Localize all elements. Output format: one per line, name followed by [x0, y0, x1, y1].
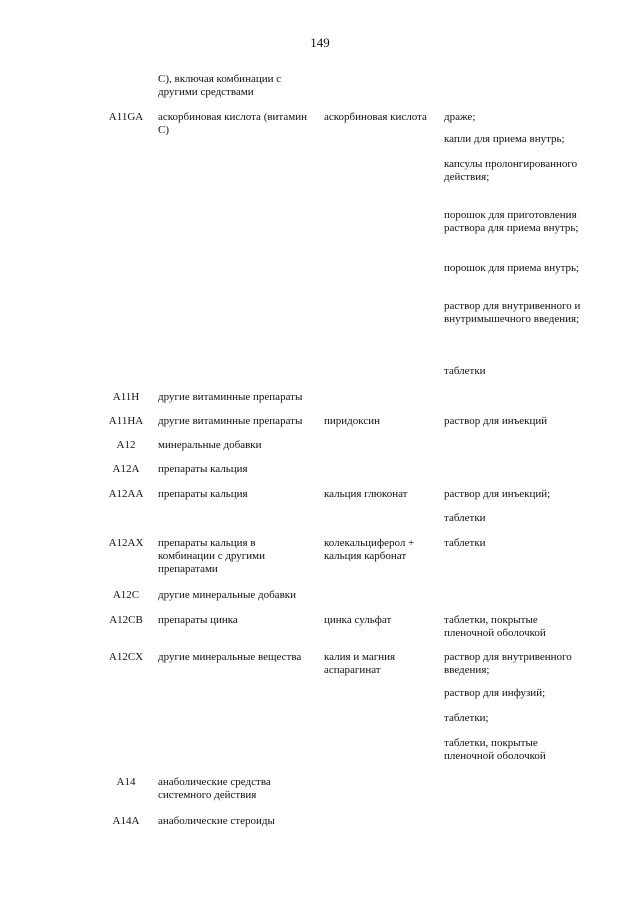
group-name: другие витаминные препараты — [158, 415, 303, 427]
atc-code: A12 — [116, 439, 136, 451]
dosage-form: порошок для приема внутрь; — [444, 262, 580, 274]
drug-name: цинка сульфат — [324, 614, 392, 626]
atc-code: A11HA — [108, 415, 144, 427]
atc-code: A12CB — [109, 614, 143, 626]
atc-code: A14A — [112, 815, 140, 827]
atc-code: A12CX — [108, 651, 144, 663]
dosage-form: раствор для инъекций; — [444, 488, 551, 500]
dosage-form: драже; — [444, 111, 476, 123]
dosage-form: капли для приема внутрь; — [444, 133, 565, 145]
atc-code: A12AX — [108, 537, 144, 549]
group-name: препараты цинка — [158, 614, 238, 626]
dosage-form: таблетки; — [444, 712, 489, 724]
dosage-form: порошок для приготовления раствора для приема внутрь; — [444, 209, 579, 234]
group-name: аскорбиновая кислота (витамин С) — [158, 111, 307, 136]
dosage-form: капсулы пролонгированного действия; — [444, 158, 578, 183]
group-name: анаболические средства системного действия — [158, 776, 271, 801]
dosage-form: таблетки — [444, 512, 486, 524]
dosage-form: раствор для инфузий; — [444, 687, 546, 699]
group-name: минеральные добавки — [158, 439, 262, 451]
drug-name: калия и магния аспарагинат — [324, 651, 396, 676]
group-name: препараты кальция — [158, 488, 248, 500]
dosage-form: таблетки, покрытые пленочной оболочкой — [444, 737, 546, 762]
atc-code: A11H — [112, 391, 140, 403]
drug-name: колекальциферол + кальция карбонат — [324, 537, 415, 562]
page-number: 149 — [310, 35, 330, 50]
group-name: другие витаминные препараты — [158, 391, 303, 403]
atc-code: A12AA — [108, 488, 144, 500]
dosage-form: раствор для внутривенного и внутримышечного введения; — [444, 300, 581, 325]
group-name: препараты кальция в комбинации с другими препаратами — [158, 537, 266, 575]
group-name: препараты кальция — [158, 463, 248, 475]
atc-code: A12C — [112, 589, 140, 601]
atc-code: A11GA — [108, 111, 144, 123]
group-name: анаболические стероиды — [158, 815, 275, 827]
group-name: С), включая комбинации с другими средствами — [158, 73, 282, 98]
dosage-form: раствор для инъекций — [444, 415, 548, 427]
group-name: другие минеральные добавки — [158, 589, 296, 601]
group-name: другие минеральные вещества — [158, 651, 302, 663]
atc-code: A14 — [116, 776, 136, 788]
dosage-form: раствор для внутривенного введения; — [444, 651, 572, 676]
dosage-form: таблетки, покрытые пленочной оболочкой — [444, 614, 546, 639]
drug-name: кальция глюконат — [324, 488, 408, 500]
atc-code: A12A — [112, 463, 140, 475]
drug-name: аскорбиновая кислота — [324, 111, 427, 123]
drug-name: пиридоксин — [324, 415, 380, 427]
dosage-form: таблетки — [444, 365, 486, 377]
dosage-form: таблетки — [444, 537, 486, 549]
